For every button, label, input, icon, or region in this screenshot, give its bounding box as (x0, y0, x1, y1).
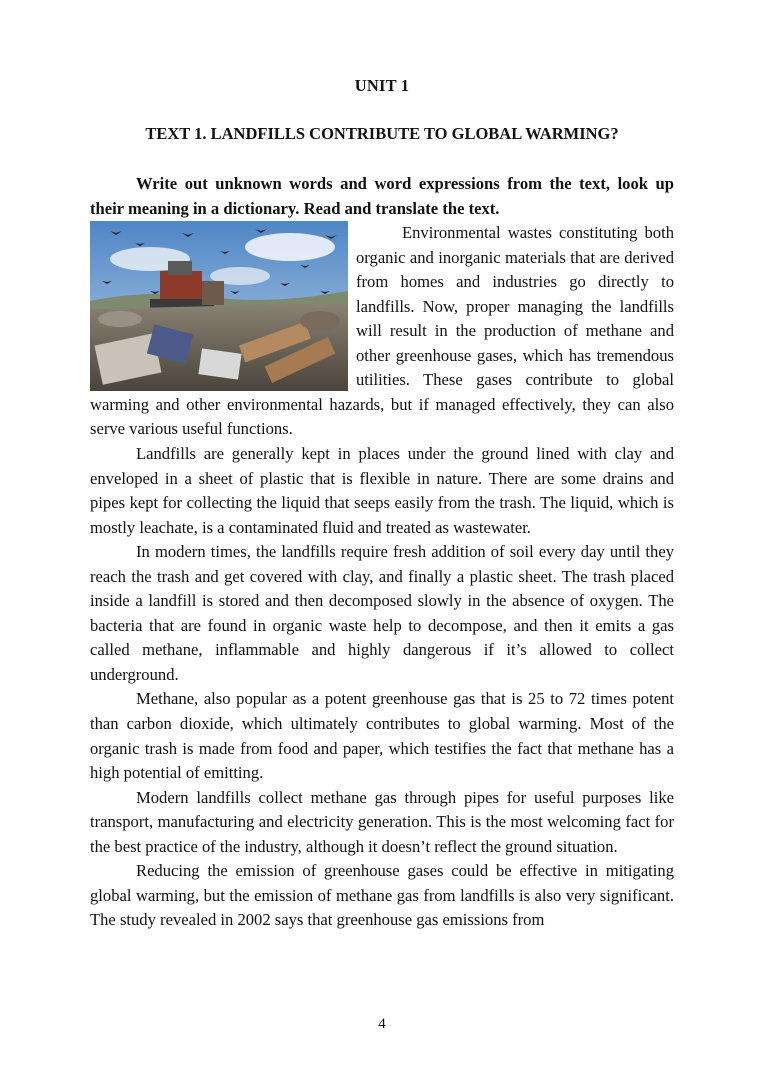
document-page (90, 0, 674, 1080)
paragraph-5: Modern landfills collect methane gas through pipes for useful purposes like transport, manufacturing and electricity generation. This is the most welcoming fact for the best practice of the industry, although it doesn’t reflect the ground situation. (90, 787, 674, 856)
landfill-photo (90, 221, 348, 391)
text-title: TEXT 1. LANDFILLS CONTRIBUTE TO GLOBAL WARMING? (145, 124, 619, 143)
body-text (90, 172, 674, 933)
paragraph-6: Reducing the emission of greenhouse gases could be effective in mitigating global warming, but the emission of methane gas from landfills is also very significant. The study revealed in 2002 says that greenhouse gas emissions from (90, 861, 674, 930)
paragraph-4: Methane, also popular as a potent greenhouse gas that is 25 to 72 times potent than carbon dioxide, which ultimately contributes to global warming. Most of the organic trash is made from food and paper, which testifies the fact that methane has a high potential of emitting. (90, 689, 674, 783)
instruction-paragraph: Write out unknown words and word expressions from the text, look up their meaning in a dictionary. Read and translate the text. (90, 174, 674, 218)
paragraph-2: Landfills are generally kept in places under the ground lined with clay and enveloped in a sheet of plastic that is flexible in nature. There are some drains and pipes kept for collecting the liquid that seeps easily from the trash. The liquid, which is mostly leachate, is a contaminated fluid and treated as wastewater. (90, 444, 674, 537)
unit-heading: UNIT 1 (354, 76, 410, 95)
page-number: 4 (378, 1016, 386, 1032)
paragraph-1: Environmental wastes constituting both organic and inorganic materials that are derived from homes and industries go directly to landfills. Now, proper managing the landfills will result in the production of methane and other greenhouse gases, which has tremendous utilities. These gases contribute to global warming and other environmental hazards, but if managed effectively, they can also serve various useful functions. (90, 223, 674, 439)
paragraph-3: In modern times, the landfills require fresh addition of soil every day until they reach the trash and get covered with clay, and finally a plastic sheet. The trash placed inside a landfill is stored and then decomposed slowly in the absence of oxygen. The bacteria that are found in organic waste help to decompose, and then it emits a gas called methane, inflammable and highly dangerous if it’s allowed to collect underground. (90, 542, 674, 684)
landfill-photo-icon (90, 221, 348, 391)
